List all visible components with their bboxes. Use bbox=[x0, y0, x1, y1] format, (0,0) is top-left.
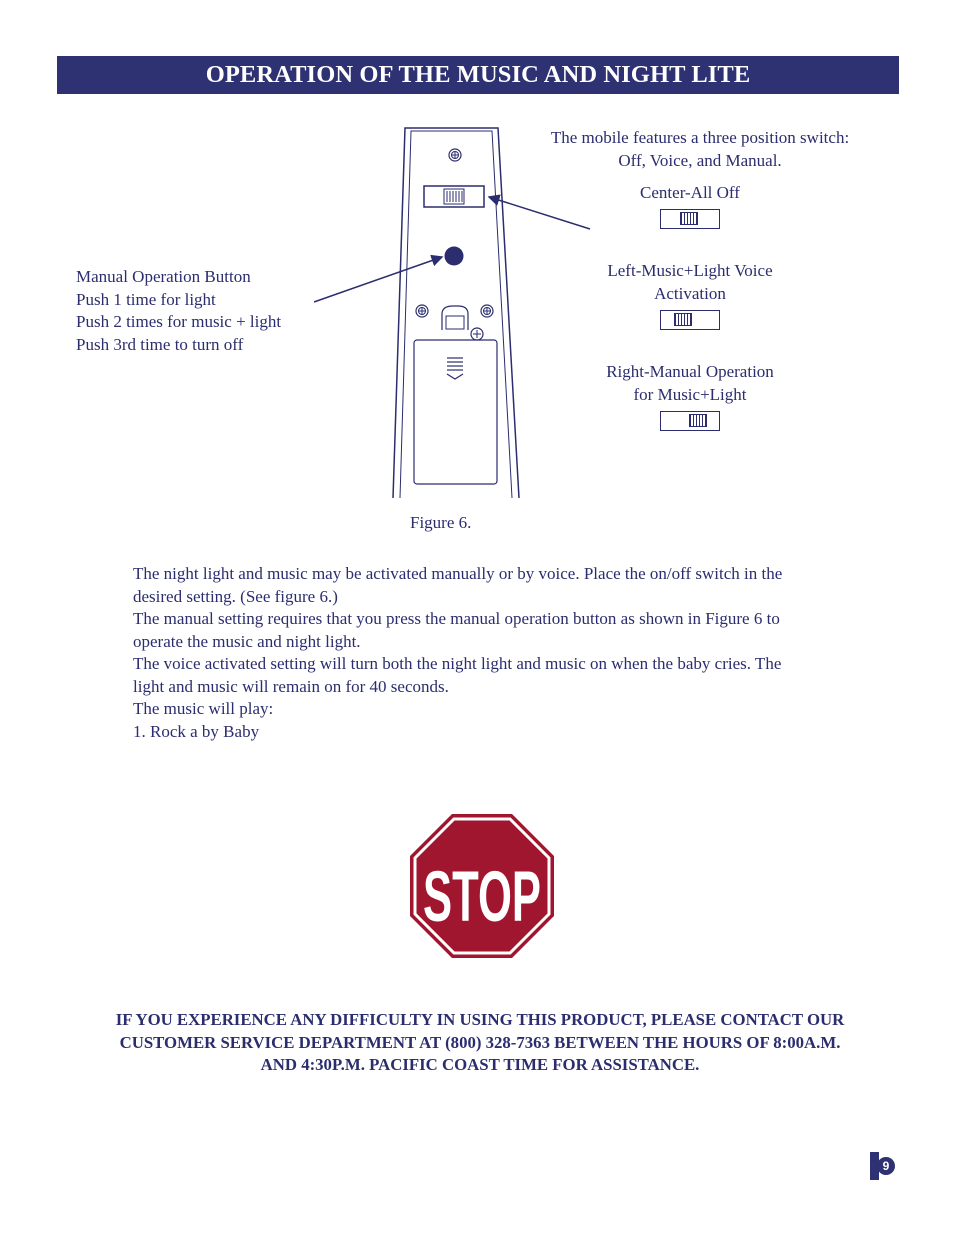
switch-knob bbox=[689, 414, 707, 427]
stop-sign-text: STOP bbox=[423, 856, 541, 938]
button-label-line: Push 2 times for music + light bbox=[76, 312, 282, 331]
switch-right-diagram bbox=[660, 411, 720, 431]
customer-service-notice bbox=[60, 1009, 900, 1077]
position-label-line: Left-Music+Light Voice bbox=[607, 261, 773, 280]
position-label-line: Activation bbox=[654, 283, 726, 303]
screw-icon bbox=[471, 328, 483, 340]
switch-position-center-label bbox=[580, 182, 800, 205]
battery-door-grip-icon bbox=[447, 358, 463, 379]
position-label-line: Center-All Off bbox=[640, 183, 740, 202]
instructions-body bbox=[133, 563, 813, 743]
stop-sign-icon bbox=[409, 813, 555, 959]
figure-caption: Figure 6. bbox=[410, 513, 472, 532]
button-label-line: Push 1 time for light bbox=[76, 289, 216, 309]
switch-center-diagram bbox=[660, 209, 720, 229]
contact-line: IF YOU EXPERIENCE ANY DIFFICULTY IN USING THIS PRODUCT, PLEASE CONTACT OUR bbox=[115, 1010, 845, 1029]
position-label-line: Right-Manual Operation bbox=[606, 362, 774, 381]
body-paragraph: 1. Rock a by Baby bbox=[133, 721, 260, 741]
body-paragraph: The voice activated setting will turn both the night light and music on when the baby cries. The light and music will remain on for 40 seconds. bbox=[133, 654, 782, 696]
switch-position-left-label bbox=[580, 260, 800, 305]
page-number-badge bbox=[868, 1152, 898, 1180]
page-number: 9 bbox=[877, 1157, 895, 1175]
body-paragraph: The music will play: bbox=[133, 699, 274, 718]
manual-operation-button bbox=[445, 247, 464, 266]
body-paragraph: The night light and music may be activated manually or by voice. Place the on/off switch in the desired setting. (See figure 6.) bbox=[133, 564, 783, 606]
contact-line: CUSTOMER SERVICE DEPARTMENT AT (800) 328-7363 BETWEEN THE HOURS OF 8:00A.M. bbox=[119, 1032, 841, 1052]
switch-position-right-label bbox=[580, 361, 800, 406]
screw-icon bbox=[416, 305, 428, 317]
manual-button-label bbox=[76, 266, 336, 356]
button-label-line: Push 3rd time to turn off bbox=[76, 334, 244, 354]
screw-icon bbox=[449, 149, 461, 161]
device-mode-switch bbox=[424, 186, 484, 207]
intro-line: The mobile features a three position switch: bbox=[550, 128, 850, 147]
switch-knob bbox=[674, 313, 692, 326]
button-label-line: Manual Operation Button bbox=[76, 267, 251, 286]
intro-line: Off, Voice, and Manual. bbox=[618, 150, 782, 170]
page-title: OPERATION OF THE MUSIC AND NIGHT LITE bbox=[205, 61, 751, 88]
body-paragraph: The manual setting requires that you press the manual operation button as shown in Figure 6 to operate the music and night light. bbox=[133, 609, 780, 651]
position-label-line: for Music+Light bbox=[633, 384, 747, 404]
switch-knob bbox=[680, 212, 698, 225]
contact-line: AND 4:30P.M. PACIFIC COAST TIME FOR ASSISTANCE. bbox=[260, 1055, 700, 1074]
switch-left-diagram bbox=[660, 310, 720, 330]
screw-icon bbox=[481, 305, 493, 317]
switch-intro-text bbox=[520, 127, 880, 172]
